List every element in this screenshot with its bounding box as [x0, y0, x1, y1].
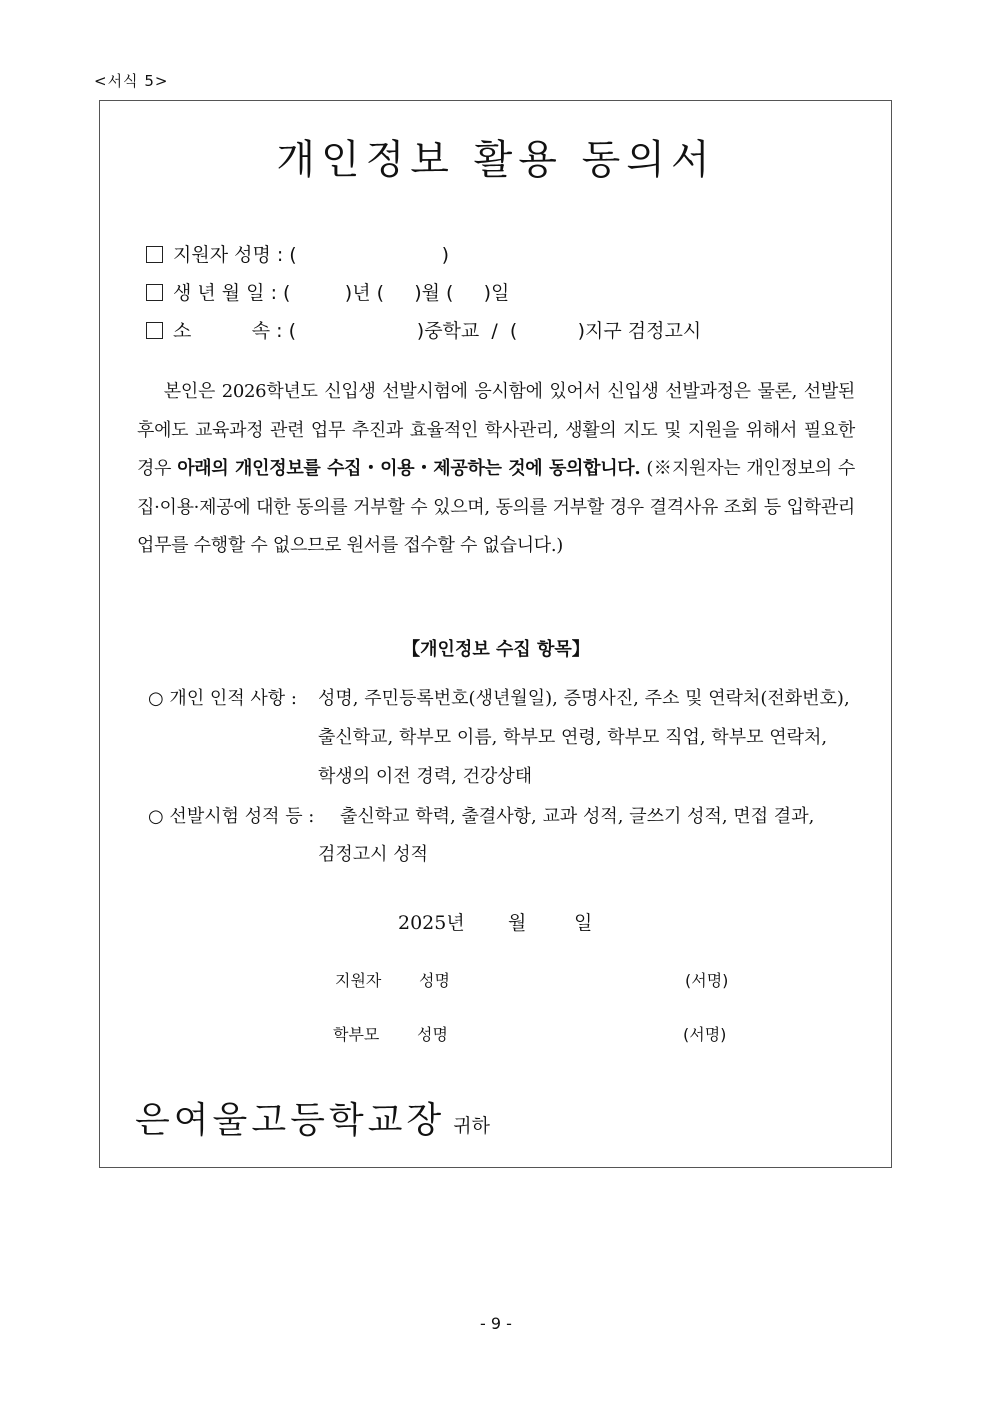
affiliation-field [146, 316, 701, 343]
parent-name-label: 성명 [417, 1025, 448, 1044]
personal-info-line: 출신학교, 학부모 이름, 학부모 연령, 학부모 직업, 학부모 연락처, [318, 727, 828, 748]
recipient-school: 은여울고등학교장 [135, 1100, 446, 1141]
applicant-name-label: 성명 [419, 971, 450, 990]
document-title: 개인정보 활용 동의서 [276, 137, 716, 183]
personal-info-line: 학생의 이전 경력, 건강상태 [318, 766, 533, 787]
personal-info-line: 성명, 주민등록번호(생년월일), 증명사진, 주소 및 연락처(전화번호), [318, 688, 850, 709]
exam-info-line: 검정고시 성적 [318, 844, 429, 865]
applicant-signature: (서명) [685, 971, 729, 990]
date-month: 월 [508, 912, 527, 934]
birthdate-text: 생 년 월 일 : ( )년 ( )월 ( )일 [173, 282, 510, 304]
birthdate-field [146, 278, 509, 305]
consent-text-1: 본인은 2026학년도 신입생 선발시험에 응시함에 있어서 신입생 선발과정은 물론, 선발된 후에도 교육과정 관련 업무 추진과 효율적인 학사관리, 생활의 지도 및 지원을 위해서 필요한 경우 [137, 381, 855, 479]
consent-paragraph [137, 373, 855, 566]
checkbox-icon [146, 284, 163, 301]
date-day: 일 [574, 912, 593, 934]
applicant-label: 지원자 [335, 971, 382, 990]
parent-signature: (서명) [683, 1025, 727, 1044]
date-year: 2025년 [398, 912, 465, 934]
applicant-name-field [146, 240, 449, 267]
form-number-label: <서식 5> [94, 72, 169, 90]
exam-info-line: 출신학교 학력, 출결사항, 교과 성적, 글쓰기 성적, 면접 결과, [340, 806, 815, 827]
page-number: - 9 - [480, 1314, 512, 1333]
section-title: 【개인정보 수집 항목】 [402, 639, 590, 660]
affiliation-text: 소 속 : ( )중학교 / ( )지구 검정고시 [173, 320, 702, 342]
recipient-honorific: 귀하 [453, 1115, 490, 1137]
personal-info-label: ○ 개인 인적 사항 : [148, 688, 297, 709]
parent-label: 학부모 [333, 1025, 380, 1044]
checkbox-icon [146, 246, 163, 263]
exam-info-label: ○ 선발시험 성적 등 : [148, 806, 315, 827]
checkbox-icon [146, 322, 163, 339]
consent-text-bold: 아래의 개인정보를 수집・이용・제공하는 것에 동의합니다. [177, 458, 641, 479]
consent-text-2: (※지원자는 개인정보의 수집·이용·제공에 대한 동의를 거부할 수 있으며, 동의를 거부할 경우 결격사유 조회 등 입학관리 업무를 수행할 수 없으므로 원서를 접수할 수 없습니다.) [137, 458, 855, 556]
applicant-name-text: 지원자 성명 : ( ) [173, 244, 450, 266]
recipient-line [135, 1092, 490, 1143]
